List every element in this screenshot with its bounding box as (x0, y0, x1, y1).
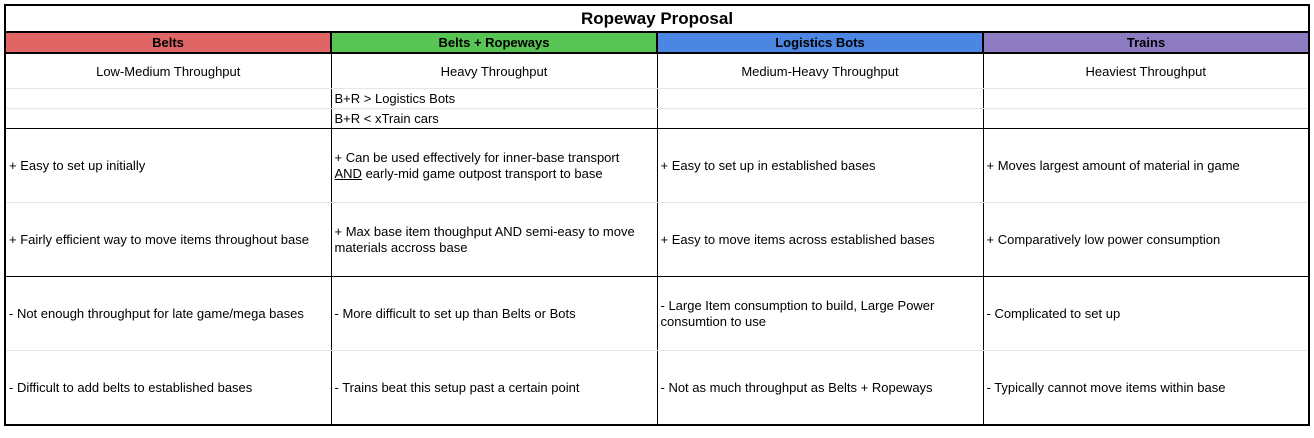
cell-con-belts[interactable]: - Not enough throughput for late game/mega bases (5, 277, 331, 351)
cell-note-belts[interactable] (5, 89, 331, 109)
pro-text: + Can be used effectively for inner-base transport (334, 149, 620, 165)
pro-text: early-mid game outpost transport to base (361, 165, 603, 181)
cell-pro-trains[interactable]: + Moves largest amount of material in game (983, 129, 1309, 203)
cell-con-bots[interactable]: - Not as much throughput as Belts + Ropeways (657, 351, 983, 426)
note-row (5, 89, 1309, 109)
cell-note-trains[interactable] (983, 109, 1309, 129)
cell-throughput-trains[interactable]: Heaviest Throughput (983, 53, 1309, 89)
comparison-sheet (4, 4, 1310, 426)
emphasis-and: AND (334, 165, 362, 181)
pro-row (5, 203, 1309, 277)
header-belts-ropeways[interactable]: Belts + Ropeways (331, 32, 657, 53)
cell-throughput-ropeways[interactable]: Heavy Throughput (331, 53, 657, 89)
cell-note-ropeways[interactable]: B+R < xTrain cars (331, 109, 657, 129)
con-row (5, 351, 1309, 426)
sheet-title[interactable]: Ropeway Proposal (5, 5, 1309, 32)
cell-throughput-bots[interactable]: Medium-Heavy Throughput (657, 53, 983, 89)
header-belts[interactable]: Belts (5, 32, 331, 53)
cell-note-belts[interactable] (5, 109, 331, 129)
cell-pro-bots[interactable]: + Easy to move items across established bases (657, 203, 983, 277)
cell-pro-belts[interactable]: + Fairly efficient way to move items throughout base (5, 203, 331, 277)
header-trains[interactable]: Trains (983, 32, 1309, 53)
cell-pro-trains[interactable]: + Comparatively low power consumption (983, 203, 1309, 277)
cell-con-belts[interactable]: - Difficult to add belts to established bases (5, 351, 331, 426)
cell-con-trains[interactable]: - Typically cannot move items within base (983, 351, 1309, 426)
cell-note-bots[interactable] (657, 89, 983, 109)
cell-throughput-belts[interactable]: Low-Medium Throughput (5, 53, 331, 89)
cell-note-bots[interactable] (657, 109, 983, 129)
cell-pro-belts[interactable]: + Easy to set up initially (5, 129, 331, 203)
cell-pro-bots[interactable]: + Easy to set up in established bases (657, 129, 983, 203)
title-row (5, 5, 1309, 32)
pro-row (5, 129, 1309, 203)
con-row (5, 277, 1309, 351)
cell-con-bots[interactable]: - Large Item consumption to build, Large Power consumtion to use (657, 277, 983, 351)
cell-note-ropeways[interactable]: B+R > Logistics Bots (331, 89, 657, 109)
cell-con-ropeways[interactable]: - More difficult to set up than Belts or Bots (331, 277, 657, 351)
header-logistics-bots[interactable]: Logistics Bots (657, 32, 983, 53)
header-row (5, 32, 1309, 53)
throughput-row (5, 53, 1309, 89)
note-row (5, 109, 1309, 129)
cell-con-trains[interactable]: - Complicated to set up (983, 277, 1309, 351)
cell-note-trains[interactable] (983, 89, 1309, 109)
cell-pro-ropeways[interactable]: + Max base item thoughput AND semi-easy to move materials accross base (331, 203, 657, 277)
cell-con-ropeways[interactable]: - Trains beat this setup past a certain point (331, 351, 657, 426)
cell-pro-ropeways[interactable] (331, 129, 657, 203)
